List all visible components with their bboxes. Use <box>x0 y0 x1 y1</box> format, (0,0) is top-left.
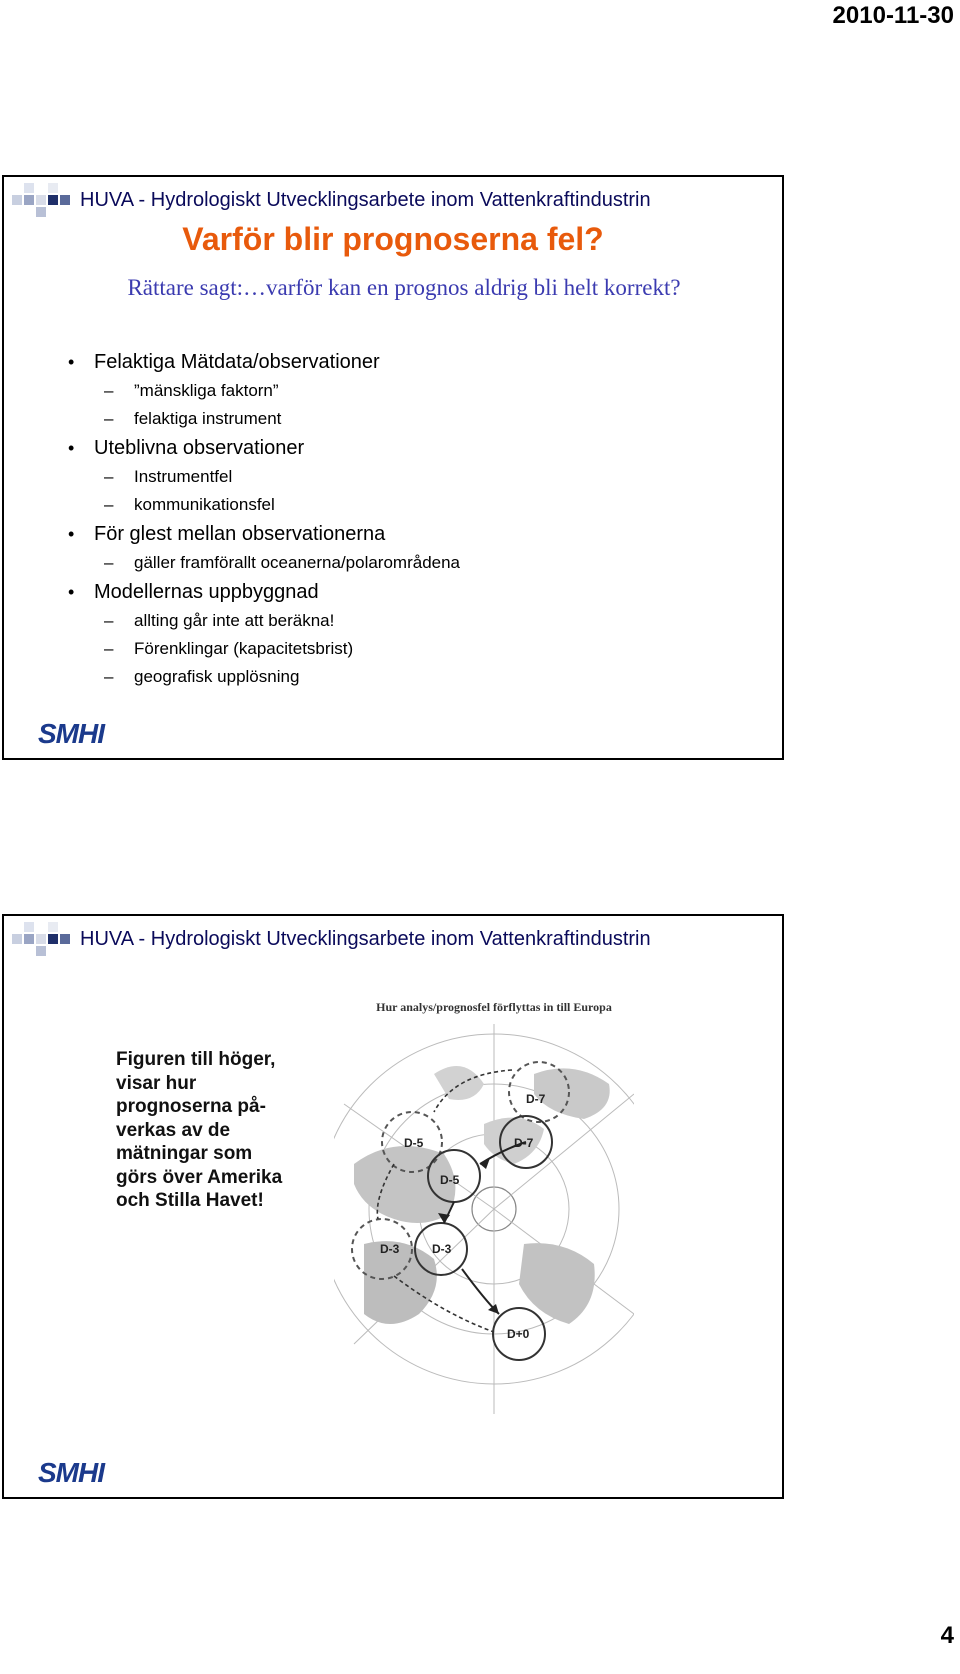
polar-map-icon <box>334 1014 634 1464</box>
sub-bullet-item: – kommunikationsfel <box>64 491 460 519</box>
smhi-logo: SMHI <box>38 1457 104 1488</box>
map-label: D+0 <box>507 1327 530 1341</box>
slide-header: HUVA - Hydrologiskt Utvecklingsarbete inom Vattenkraftindustrin <box>80 928 651 950</box>
page-number: 4 <box>940 1622 954 1649</box>
sub-bullet-item: – allting går inte att beräkna! <box>64 607 460 635</box>
map-label: D-5 <box>404 1136 424 1150</box>
bullet-item: • Modellernas uppbyggnad <box>64 577 460 607</box>
slide-header: HUVA - Hydrologiskt Utvecklingsarbete inom Vattenkraftindustrin <box>80 189 651 211</box>
slide-decoration-icon <box>12 177 72 227</box>
sub-bullet-item: – felaktiga instrument <box>64 405 460 433</box>
sub-bullet-item: – gäller framförallt oceanerna/polarområdena <box>64 549 460 577</box>
sub-bullet-item: – geografisk upplösning <box>64 663 460 691</box>
sub-bullet-item: – Förenklingar (kapacitetsbrist) <box>64 635 460 663</box>
bullet-item: • För glest mellan observationerna <box>64 519 460 549</box>
sub-bullet-item: – ”mänskliga faktorn” <box>64 377 460 405</box>
map-label: D-7 <box>526 1092 546 1106</box>
map-label: D-3 <box>432 1242 452 1256</box>
forecast-error-map <box>334 1000 634 1465</box>
map-label: D-7 <box>514 1136 534 1150</box>
map-label: D-3 <box>380 1242 400 1256</box>
bullet-item: • Uteblivna observationer <box>64 433 460 463</box>
page-date: 2010-11-30 <box>832 2 954 29</box>
figure-caption: Figuren till höger, visar hur prognoserna på-verkas av de mätningar som görs över Amerika och Stilla Havet! <box>116 1049 283 1211</box>
bullet-item: • Felaktiga Mätdata/observationer <box>64 347 460 377</box>
sub-bullet-item: – Instrumentfel <box>64 463 460 491</box>
slide-decoration-icon <box>12 916 72 966</box>
slide-2 <box>2 914 784 1499</box>
map-label: D-5 <box>440 1173 460 1187</box>
slide-subtitle: Rättare sagt:…varför kan en prognos aldrig bli helt korrekt? <box>127 275 681 300</box>
bullet-list <box>64 347 460 691</box>
smhi-logo: SMHI <box>38 718 104 749</box>
slide-1 <box>2 175 784 760</box>
slide-title: Varför blir prognoserna fel? <box>182 221 604 257</box>
figure-title: Hur analys/prognosfel förflyttas in till Europa <box>376 1000 612 1014</box>
